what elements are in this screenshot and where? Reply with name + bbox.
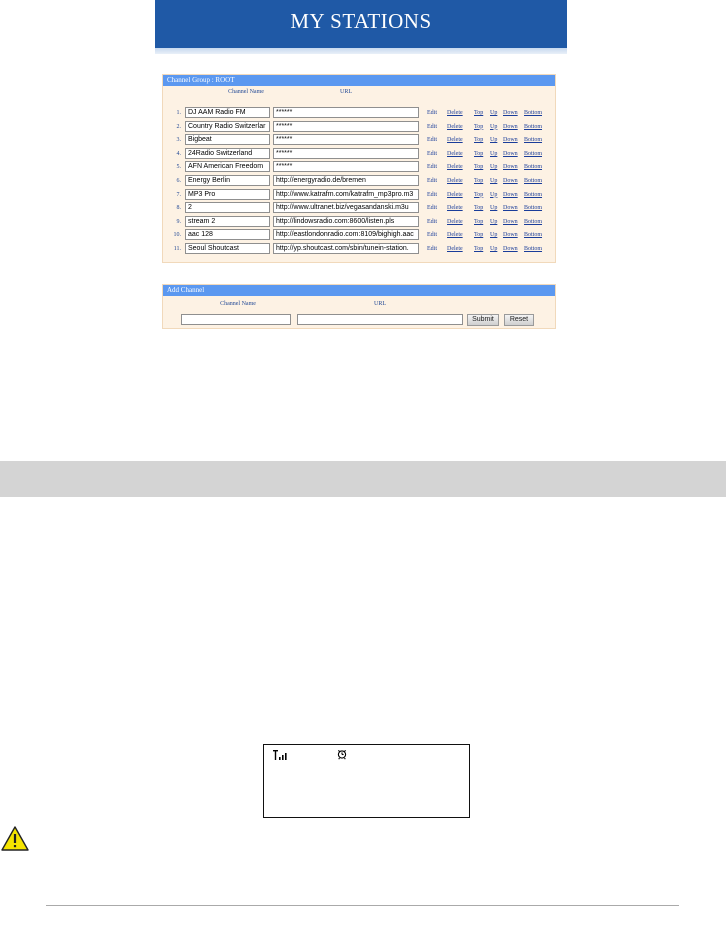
edit-link[interactable]: Edit	[427, 178, 437, 184]
submit-button[interactable]: Submit	[467, 314, 499, 326]
row-number: 5.	[176, 164, 181, 171]
channel-name-field[interactable]: DJ AAM Radio FM	[185, 107, 270, 118]
row-number: 8.	[176, 205, 181, 212]
up-link[interactable]: Up	[490, 178, 498, 184]
channel-row	[163, 120, 557, 134]
bottom-link[interactable]: Bottom	[524, 232, 543, 239]
edit-link[interactable]: Edit	[427, 232, 437, 239]
channel-name-field[interactable]: Country Radio Switzerlar	[185, 121, 270, 132]
channel-url-field[interactable]: ******	[273, 121, 419, 132]
bottom-link[interactable]: Bottom	[524, 205, 543, 212]
up-link[interactable]: Up	[490, 164, 498, 171]
delete-link[interactable]: Delete	[447, 218, 463, 225]
channel-url-field[interactable]: http://yp.shoutcast.com/sbin/tunein-station.	[273, 243, 419, 254]
up-link[interactable]: Up	[490, 110, 498, 116]
delete-link[interactable]: Delete	[447, 191, 463, 198]
url-column-header: URL	[340, 89, 352, 95]
row-number: 6.	[176, 178, 181, 184]
add-channel-name-input[interactable]	[181, 314, 291, 325]
channel-url-field[interactable]: http://www.katrafm.com/katrafm_mp3pro.m3	[273, 189, 419, 200]
top-link[interactable]: Top	[474, 218, 484, 225]
channel-name-field[interactable]: 24Radio Switzerland	[185, 148, 270, 159]
channel-url-field[interactable]: ******	[273, 161, 419, 172]
top-link[interactable]: Top	[474, 164, 484, 171]
add-channel-header: Add Channel	[163, 285, 555, 296]
delete-link[interactable]: Delete	[447, 178, 463, 184]
channel-name-field[interactable]: stream 2	[185, 216, 270, 227]
down-link[interactable]: Down	[503, 123, 518, 130]
edit-link[interactable]: Edit	[427, 137, 437, 144]
delete-link[interactable]: Delete	[447, 137, 463, 144]
edit-link[interactable]: Edit	[427, 191, 437, 198]
channel-row	[163, 147, 557, 161]
row-number: 7.	[176, 191, 181, 198]
delete-link[interactable]: Delete	[447, 123, 463, 130]
delete-link[interactable]: Delete	[447, 205, 463, 212]
banner-stripe	[155, 48, 567, 54]
reset-button[interactable]: Reset	[504, 314, 534, 326]
down-link[interactable]: Down	[503, 110, 518, 116]
up-link[interactable]: Up	[490, 137, 498, 144]
add-channel-panel	[162, 284, 556, 329]
delete-link[interactable]: Delete	[447, 246, 463, 252]
channel-name-field[interactable]: aac 128	[185, 229, 270, 240]
channel-name-field[interactable]: Seoul Shoutcast	[185, 243, 270, 254]
channel-name-field[interactable]: Bigbeat	[185, 134, 270, 145]
row-number: 3.	[176, 137, 181, 144]
lcd-icons	[264, 745, 468, 816]
channel-url-field[interactable]: http://eastlondonradio.com:8109/bighigh.aac	[273, 229, 419, 240]
down-link[interactable]: Down	[503, 246, 518, 252]
channel-row	[163, 228, 557, 242]
bottom-link[interactable]: Bottom	[524, 123, 543, 130]
lcd-display	[263, 744, 470, 818]
down-link[interactable]: Down	[503, 164, 518, 171]
channel-row	[163, 133, 557, 147]
channel-url-field[interactable]: http://energyradio.de/bremen	[273, 175, 419, 186]
row-number: 4.	[176, 150, 181, 157]
page-title: MY STATIONS	[290, 9, 432, 33]
row-number: 2.	[176, 123, 181, 130]
channel-list-panel	[162, 74, 556, 263]
channel-row	[163, 160, 557, 174]
section-divider-bar	[0, 461, 726, 497]
delete-link[interactable]: Delete	[447, 150, 463, 157]
top-link[interactable]: Top	[474, 178, 484, 184]
stations-banner	[155, 0, 567, 54]
alarm-clock-icon	[338, 750, 345, 759]
down-link[interactable]: Down	[503, 137, 518, 144]
edit-link[interactable]: Edit	[427, 205, 437, 212]
row-number: 11.	[173, 246, 181, 252]
up-link[interactable]: Up	[490, 205, 498, 212]
footer-rule	[46, 905, 679, 906]
up-link[interactable]: Up	[490, 191, 498, 198]
top-link[interactable]: Top	[474, 137, 484, 144]
delete-link[interactable]: Delete	[447, 110, 463, 116]
down-link[interactable]: Down	[503, 218, 518, 225]
up-link[interactable]: Up	[490, 232, 498, 239]
channel-row	[163, 215, 557, 229]
row-number: 9.	[176, 218, 181, 225]
top-link[interactable]: Top	[474, 205, 484, 212]
edit-link[interactable]: Edit	[427, 150, 437, 157]
channel-url-field[interactable]: http://www.ultranet.biz/vegasandanski.m3u	[273, 202, 419, 213]
bottom-link[interactable]: Bottom	[524, 150, 543, 157]
up-link[interactable]: Up	[490, 218, 498, 225]
top-link[interactable]: Top	[474, 246, 484, 252]
row-number: 10.	[173, 232, 181, 239]
bottom-link[interactable]: Bottom	[524, 137, 543, 144]
channel-name-field[interactable]: 2	[185, 202, 270, 213]
down-link[interactable]: Down	[503, 178, 518, 184]
channel-row	[163, 201, 557, 215]
down-link[interactable]: Down	[503, 232, 518, 239]
down-link[interactable]: Down	[503, 150, 518, 157]
edit-link[interactable]: Edit	[427, 164, 437, 171]
bottom-link[interactable]: Bottom	[524, 191, 543, 198]
row-number: 1.	[176, 110, 181, 116]
edit-link[interactable]: Edit	[427, 123, 437, 130]
channel-name-column-header: Channel Name	[228, 89, 264, 95]
delete-link[interactable]: Delete	[447, 232, 463, 239]
top-link[interactable]: Top	[474, 150, 484, 157]
delete-link[interactable]: Delete	[447, 164, 463, 171]
up-link[interactable]: Up	[490, 123, 498, 130]
add-channel-name-header: Channel Name	[220, 301, 256, 307]
edit-link[interactable]: Edit	[427, 218, 437, 225]
up-link[interactable]: Up	[490, 246, 498, 252]
channel-row	[163, 174, 557, 188]
signal-strength-icon	[273, 750, 287, 760]
up-link[interactable]: Up	[490, 150, 498, 157]
add-url-input[interactable]	[297, 314, 463, 325]
top-link[interactable]: Top	[474, 110, 484, 116]
channel-url-field[interactable]: ******	[273, 134, 419, 145]
edit-link[interactable]: Edit	[427, 246, 437, 252]
channel-url-field[interactable]: ******	[273, 107, 419, 118]
channel-url-field[interactable]: http://lindowsradio.com:8600/listen.pls	[273, 216, 419, 227]
bottom-link[interactable]: Bottom	[524, 246, 543, 252]
bottom-link[interactable]: Bottom	[524, 178, 543, 184]
bottom-link[interactable]: Bottom	[524, 218, 543, 225]
channel-url-field[interactable]: ******	[273, 148, 419, 159]
add-url-header: URL	[374, 301, 386, 307]
channel-name-field[interactable]: Energy Berlin	[185, 175, 270, 186]
warning-icon	[0, 825, 30, 853]
channel-name-field[interactable]: AFN American Freedom	[185, 161, 270, 172]
top-link[interactable]: Top	[474, 232, 484, 239]
channel-row	[163, 106, 557, 120]
down-link[interactable]: Down	[503, 205, 518, 212]
top-link[interactable]: Top	[474, 123, 484, 130]
bottom-link[interactable]: Bottom	[524, 164, 543, 171]
channel-row	[163, 188, 557, 202]
channel-row	[163, 242, 557, 256]
channel-group-header: Channel Group : ROOT	[163, 75, 555, 86]
down-link[interactable]: Down	[503, 191, 518, 198]
edit-link[interactable]: Edit	[427, 110, 437, 116]
top-link[interactable]: Top	[474, 191, 484, 198]
bottom-link[interactable]: Bottom	[524, 110, 543, 116]
channel-name-field[interactable]: MP3 Pro	[185, 189, 270, 200]
